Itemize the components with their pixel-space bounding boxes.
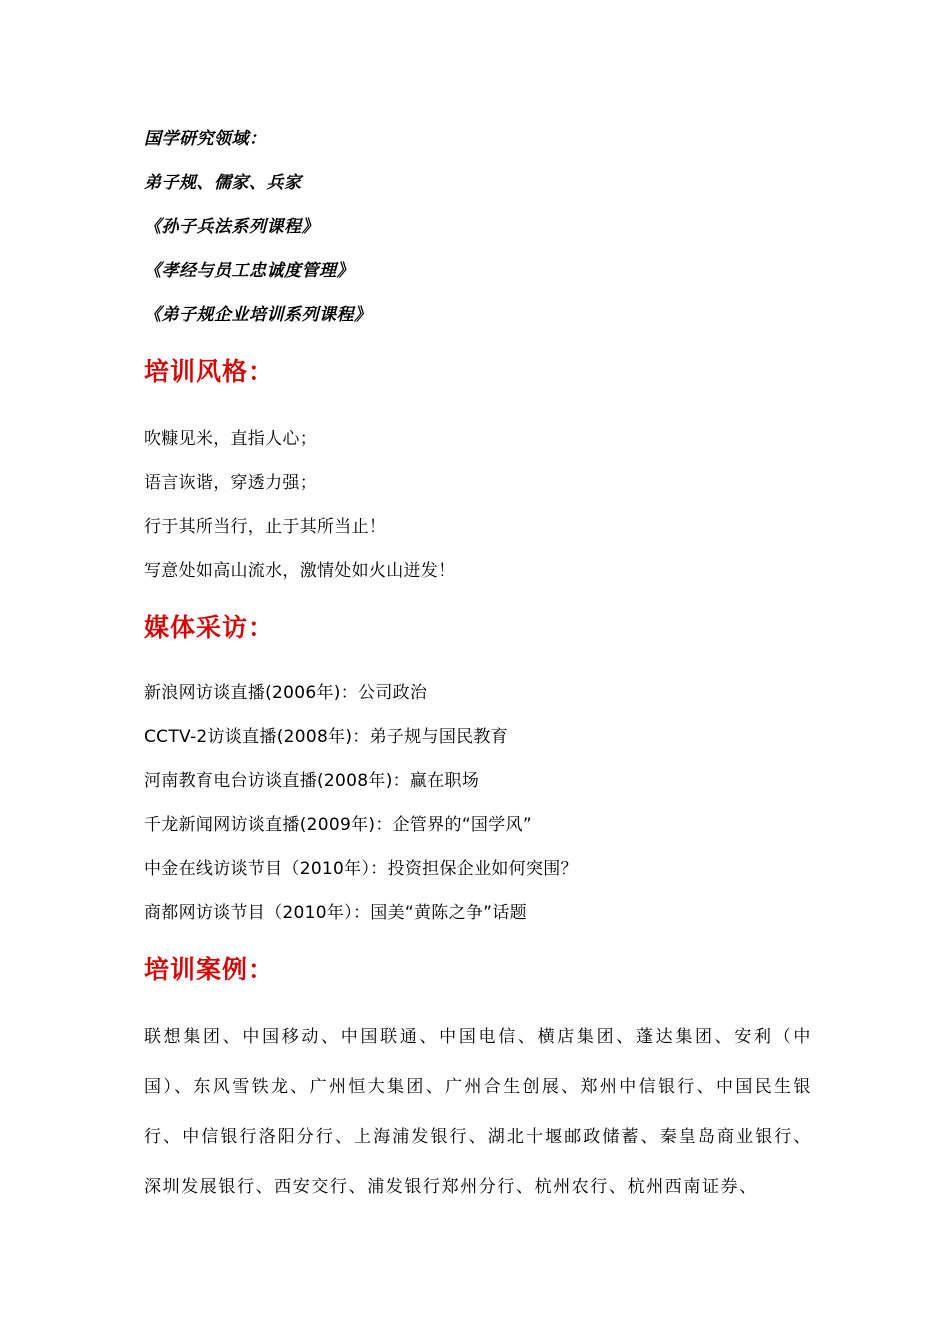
media-heading: 媒体采访： — [144, 613, 275, 642]
guoxue-subtitle: 弟子规、儒家、兵家 — [144, 173, 302, 193]
course-item: 《孝经与员工忠诚度管理》 — [144, 261, 354, 281]
media-line: 新浪网访谈直播(2006年)：公司政治 — [144, 683, 428, 703]
course-item: 《弟子规企业培训系列课程》 — [144, 305, 372, 325]
style-line: 语言诙谐，穿透力强； — [144, 473, 317, 493]
guoxue-title: 国学研究领域： — [144, 129, 267, 149]
cases-heading: 培训案例： — [144, 955, 275, 984]
style-line: 行于其所当行，止于其所当止！ — [144, 517, 387, 537]
cases-paragraph: 联想集团、中国移动、中国联通、中国电信、横店集团、蓬达集团、安利（中国）、东风雪铁龙、广州恒大集团、广州合生创展、郑州中信银行、中国民生银行、中信银行洛阳分行、上海浦发银行、湖北十堰邮政储蓄、秦皇岛商业银行、深圳发展银行、西安交行、浦发银行郑州分行、杭州农行、杭州西南证券、 — [144, 1027, 812, 1197]
style-line: 吹糠见米，直指人心； — [144, 429, 317, 449]
media-line: 千龙新闻网访谈直播(2009年)：企管界的“国学风” — [144, 815, 532, 835]
style-heading: 培训风格： — [144, 357, 275, 386]
media-line: 河南教育电台访谈直播(2008年)：赢在职场 — [144, 771, 480, 791]
media-line: 商都网访谈节目（2010年）：国美“黄陈之争”话题 — [144, 903, 527, 923]
style-line: 写意处如高山流水，激情处如火山迸发！ — [144, 561, 456, 581]
media-line: CCTV-2访谈直播(2008年)：弟子规与国民教育 — [144, 727, 509, 747]
course-item: 《孙子兵法系列课程》 — [144, 217, 319, 237]
media-line: 中金在线访谈节目（2010年）：投资担保企业如何突围？ — [144, 859, 578, 879]
